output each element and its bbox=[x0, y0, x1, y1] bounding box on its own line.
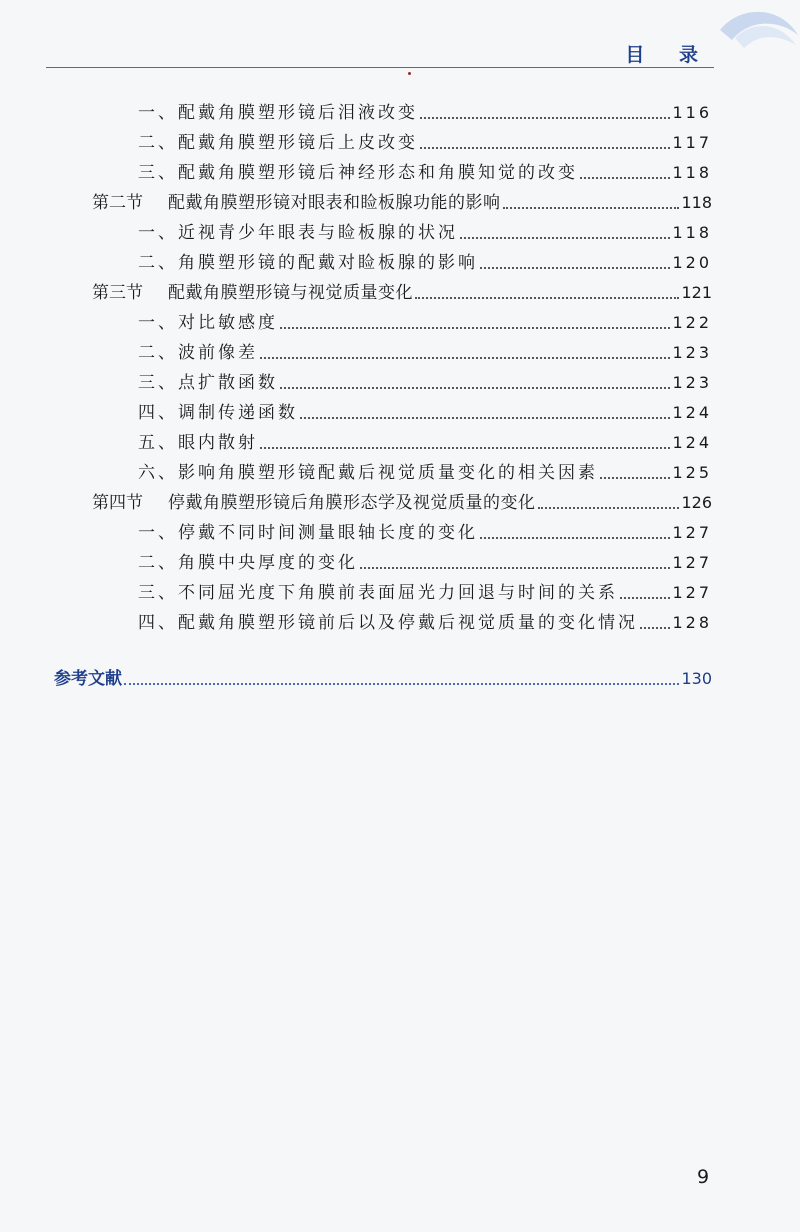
toc-entry-page: 127 bbox=[672, 583, 712, 602]
dot-leader bbox=[580, 177, 670, 179]
toc-entry[interactable] bbox=[138, 128, 712, 158]
toc-entry-page: 125 bbox=[672, 463, 712, 482]
toc-entry[interactable] bbox=[138, 218, 712, 248]
toc-entry[interactable] bbox=[138, 248, 712, 278]
dot-leader bbox=[360, 567, 670, 569]
toc-entry-title: 五、眼内散射 bbox=[138, 433, 258, 453]
dot-leader bbox=[480, 267, 670, 269]
dot-leader bbox=[600, 477, 670, 479]
dot-leader bbox=[260, 357, 670, 359]
toc-entry-title: 一、停戴不同时间测量眼轴长度的变化 bbox=[138, 523, 478, 543]
toc-section-number: 第二节 bbox=[92, 193, 143, 213]
toc-entry[interactable] bbox=[138, 428, 712, 458]
toc-entry[interactable] bbox=[138, 548, 712, 578]
toc-entry[interactable] bbox=[138, 338, 712, 368]
toc-section-title: 配戴角膜塑形镜对眼表和睑板腺功能的影响 bbox=[168, 193, 501, 213]
dot-leader bbox=[503, 207, 680, 209]
toc-section-title: 配戴角膜塑形镜与视觉质量变化 bbox=[168, 283, 413, 303]
toc-section-number: 第四节 bbox=[92, 493, 143, 513]
toc-entry[interactable] bbox=[138, 308, 712, 338]
dot-leader bbox=[420, 147, 670, 149]
toc-section-page: 118 bbox=[681, 193, 712, 212]
toc-entry-page: 120 bbox=[672, 253, 712, 272]
toc-entry-page: 118 bbox=[672, 223, 712, 242]
toc-entry-page: 122 bbox=[672, 313, 712, 332]
toc-entry-page: 123 bbox=[672, 373, 712, 392]
toc-entry-page: 127 bbox=[672, 553, 712, 572]
dot-leader bbox=[260, 447, 670, 449]
dot-leader bbox=[420, 117, 670, 119]
toc-entry-title: 四、调制传递函数 bbox=[138, 403, 298, 423]
dot-leader bbox=[280, 387, 670, 389]
toc-entry-page: 128 bbox=[672, 613, 712, 632]
header-dot bbox=[408, 72, 411, 75]
toc-section-title: 停戴角膜塑形镜后角膜形态学及视觉质量的变化 bbox=[168, 493, 536, 513]
dot-leader bbox=[460, 237, 670, 239]
toc-entry-title: 一、对比敏感度 bbox=[138, 313, 278, 333]
references-page: 130 bbox=[681, 669, 712, 688]
dot-leader bbox=[415, 297, 679, 299]
toc-entry-page: 127 bbox=[672, 523, 712, 542]
toc-entry-title: 三、点扩散函数 bbox=[138, 373, 278, 393]
dot-leader bbox=[280, 327, 670, 329]
toc-section[interactable] bbox=[92, 188, 712, 218]
page-number: 9 bbox=[697, 1166, 710, 1188]
toc-entry[interactable] bbox=[138, 518, 712, 548]
toc-entry-title: 一、近视青少年眼表与睑板腺的状况 bbox=[138, 223, 458, 243]
dot-leader bbox=[640, 627, 670, 629]
dot-leader bbox=[480, 537, 670, 539]
dot-leader bbox=[300, 417, 670, 419]
toc-entry[interactable] bbox=[138, 98, 712, 128]
toc-entry[interactable] bbox=[138, 158, 712, 188]
toc-section[interactable] bbox=[92, 278, 712, 308]
toc-entry[interactable] bbox=[138, 398, 712, 428]
toc-section-page: 121 bbox=[681, 283, 712, 302]
toc-entry[interactable] bbox=[138, 458, 712, 488]
toc-entry-title: 三、配戴角膜塑形镜后神经形态和角膜知觉的改变 bbox=[138, 163, 578, 183]
toc-entry-page: 118 bbox=[672, 163, 712, 182]
dot-leader bbox=[538, 507, 680, 509]
toc-entry-title: 三、不同屈光度下角膜前表面屈光力回退与时间的关系 bbox=[138, 583, 618, 603]
toc-references[interactable] bbox=[54, 664, 712, 694]
toc-entry[interactable] bbox=[138, 368, 712, 398]
toc-entry-page: 124 bbox=[672, 403, 712, 422]
toc-entry-title: 一、配戴角膜塑形镜后泪液改变 bbox=[138, 103, 418, 123]
toc-entry-title: 四、配戴角膜塑形镜前后以及停戴后视觉质量的变化情况 bbox=[138, 613, 638, 633]
header-title: 目 录 bbox=[625, 44, 712, 66]
toc-entry-page: 123 bbox=[672, 343, 712, 362]
dot-leader bbox=[620, 597, 670, 599]
references-title: 参考文献 bbox=[54, 669, 122, 689]
toc-entry-page: 124 bbox=[672, 433, 712, 452]
toc-entry-title: 二、配戴角膜塑形镜后上皮改变 bbox=[138, 133, 418, 153]
toc-entry[interactable] bbox=[138, 608, 712, 638]
toc-entry[interactable] bbox=[138, 578, 712, 608]
toc-entry-page: 116 bbox=[672, 103, 712, 122]
dot-leader bbox=[124, 683, 679, 685]
toc-entry-title: 二、波前像差 bbox=[138, 343, 258, 363]
header-rule bbox=[46, 67, 714, 68]
toc-entry-title: 六、影响角膜塑形镜配戴后视觉质量变化的相关因素 bbox=[138, 463, 598, 483]
toc-section-page: 126 bbox=[681, 493, 712, 512]
toc-entry-title: 二、角膜塑形镜的配戴对睑板腺的影响 bbox=[138, 253, 478, 273]
toc-section-number: 第三节 bbox=[92, 283, 143, 303]
toc-entry-page: 117 bbox=[672, 133, 712, 152]
toc-entry-title: 二、角膜中央厚度的变化 bbox=[138, 553, 358, 573]
toc-section[interactable] bbox=[92, 488, 712, 518]
